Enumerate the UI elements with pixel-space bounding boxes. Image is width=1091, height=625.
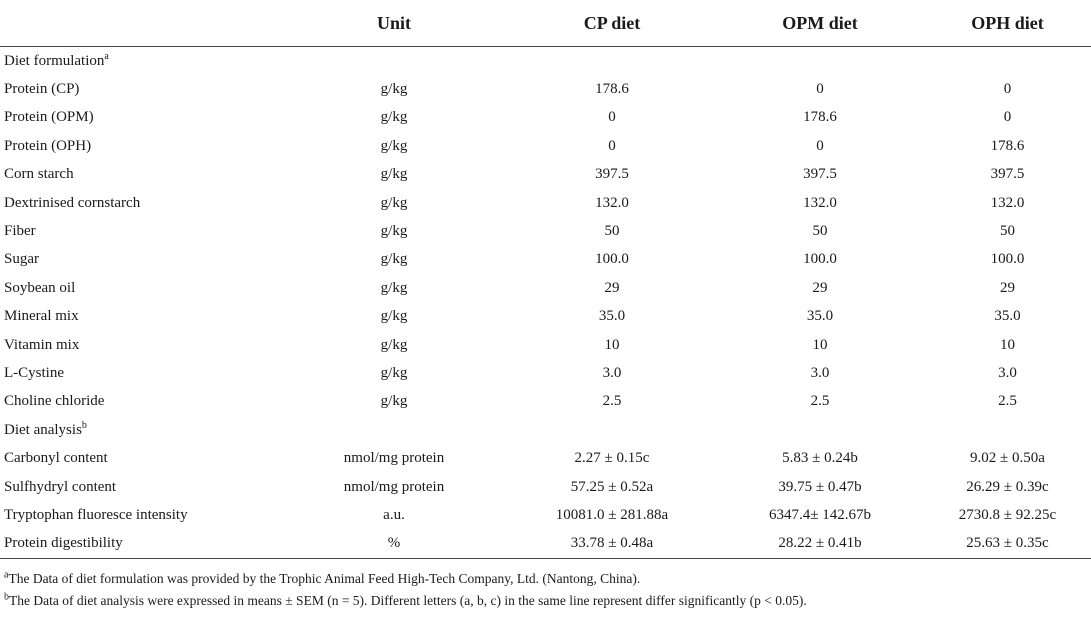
cell-cp-diet: 29 — [604, 279, 620, 296]
table-row — [0, 189, 1091, 217]
cell-oph-diet: 2.5 — [998, 393, 1017, 410]
header-opm-diet: OPM diet — [782, 12, 858, 33]
table-row — [0, 161, 1091, 189]
cell-oph-diet: 9.02 ± 0.50a — [970, 450, 1045, 467]
section-row — [0, 47, 1091, 76]
cell-opm-diet: 397.5 — [803, 166, 837, 183]
cell-unit: a.u. — [383, 506, 405, 523]
cell-cp-diet: 100.0 — [595, 251, 629, 268]
cell-oph-diet: 35.0 — [994, 308, 1021, 325]
cell-unit: g/kg — [380, 137, 408, 154]
cell-cp-diet: 10081.0 ± 281.88a — [555, 506, 669, 523]
table-row — [0, 75, 1091, 103]
table-row — [0, 501, 1091, 529]
cell-oph-diet: 3.0 — [998, 364, 1017, 381]
cell-oph-diet: 25.63 ± 0.35c — [966, 535, 1049, 552]
cell-opm-diet: 6347.4± 142.67b — [769, 506, 871, 523]
cell-opm-diet: 178.6 — [803, 109, 837, 126]
cell-unit: nmol/mg protein — [343, 450, 445, 467]
row-label: Tryptophan fluoresce intensity — [4, 506, 188, 523]
table-row — [0, 303, 1091, 331]
row-label: Vitamin mix — [4, 336, 80, 353]
row-label: L-Cystine — [4, 364, 64, 381]
section-title: Diet formulation$^a$ — [4, 50, 109, 69]
cell-cp-diet: 0 — [608, 137, 616, 154]
table-row — [0, 274, 1091, 302]
cell-cp-diet: 3.0 — [602, 364, 622, 381]
cell-oph-diet: 2730.8 ± 92.25c — [958, 506, 1057, 523]
table-body — [0, 47, 1091, 559]
cell-unit: g/kg — [380, 194, 408, 211]
cell-cp-diet: 2.5 — [602, 393, 622, 410]
cell-cp-diet: 397.5 — [595, 166, 629, 183]
cell-cp-diet: 0 — [608, 109, 616, 126]
cell-opm-diet: 3.0 — [810, 364, 830, 381]
cell-opm-diet: 132.0 — [803, 194, 837, 211]
cell-opm-diet: 10 — [812, 336, 828, 353]
cell-opm-diet: 100.0 — [803, 251, 837, 268]
table-row — [0, 331, 1091, 359]
row-label: Protein (CP) — [4, 81, 80, 98]
cell-oph-diet: 26.29 ± 0.39c — [966, 478, 1049, 495]
cell-opm-diet: 28.22 ± 0.41b — [778, 535, 862, 552]
cell-oph-diet: 132.0 — [990, 194, 1025, 211]
row-label: Protein digestibility — [4, 535, 123, 552]
row-label: Sulfhydryl content — [4, 478, 117, 495]
section-title: Diet analysis$^b$ — [4, 419, 87, 438]
table-row — [0, 104, 1091, 132]
cell-oph-diet: 397.5 — [990, 166, 1025, 183]
cell-opm-diet: 0 — [816, 81, 824, 98]
cell-opm-diet: 29 — [812, 279, 828, 296]
header-unit: Unit — [376, 12, 411, 33]
cell-unit: g/kg — [380, 166, 408, 183]
header-oph-diet: OPH diet — [971, 12, 1044, 33]
row-label: Carbonyl content — [4, 450, 108, 467]
table-row — [0, 444, 1091, 472]
cell-unit: g/kg — [380, 393, 408, 410]
header-blank — [0, 0, 220, 47]
row-label: Protein (OPM) — [4, 109, 94, 126]
cell-unit: g/kg — [380, 81, 408, 98]
cell-unit: g/kg — [380, 251, 408, 268]
cell-unit: g/kg — [380, 109, 408, 126]
cell-oph-diet: 0 — [1003, 81, 1012, 98]
row-label: Corn starch — [4, 166, 74, 183]
cell-cp-diet: 35.0 — [598, 308, 626, 325]
cell-cp-diet: 132.0 — [595, 194, 629, 211]
cell-opm-diet: 0 — [816, 137, 824, 154]
table-row — [0, 217, 1091, 245]
row-label: Choline chloride — [4, 393, 105, 410]
cell-oph-diet: 10 — [1000, 336, 1015, 353]
cell-oph-diet: 29 — [1000, 279, 1015, 296]
cell-oph-diet: 50 — [1000, 223, 1015, 240]
cell-oph-diet: 0 — [1003, 109, 1012, 126]
cell-opm-diet: 5.83 ± 0.24b — [782, 450, 858, 467]
row-label: Dextrinised cornstarch — [4, 194, 141, 211]
cell-unit: g/kg — [380, 308, 408, 325]
table-row — [0, 473, 1091, 501]
table-row — [0, 246, 1091, 274]
row-label: Fiber — [4, 223, 36, 240]
table-row — [0, 359, 1091, 387]
cell-oph-diet: 100.0 — [990, 251, 1025, 268]
cell-opm-diet: 50 — [812, 223, 828, 240]
cell-cp-diet: 57.25 ± 0.52a — [570, 478, 654, 495]
cell-unit: g/kg — [380, 223, 408, 240]
table-row — [0, 530, 1091, 559]
section-row — [0, 416, 1091, 444]
cell-cp-diet: 10 — [604, 336, 620, 353]
footnotes — [4, 568, 807, 612]
cell-cp-diet: 50 — [604, 223, 620, 240]
cell-unit: g/kg — [380, 336, 408, 353]
footnote-a: $^a$The Data of diet formulation was provided by the Trophic Animal Feed High-Tech Company, Ltd. (Nantong, China). — [4, 569, 641, 586]
cell-oph-diet: 178.6 — [990, 137, 1025, 154]
row-label: Soybean oil — [4, 279, 76, 296]
table-row — [0, 388, 1091, 416]
footnote-b: $^b$The Data of diet analysis were expressed in means ± SEM (n = 5). Different letters (a, b, c) in the same line represent differ significantly (p < 0.05). — [4, 591, 807, 608]
row-label: Protein (OPH) — [4, 137, 92, 154]
cell-unit: g/kg — [380, 364, 408, 381]
table-header — [0, 0, 1091, 47]
cell-unit: % — [387, 535, 401, 552]
cell-cp-diet: 2.27 ± 0.15c — [574, 450, 650, 467]
cell-cp-diet: 178.6 — [595, 81, 629, 98]
header-cp-diet: CP diet — [583, 12, 641, 33]
cell-opm-diet: 39.75 ± 0.47b — [778, 478, 862, 495]
cell-unit: g/kg — [380, 279, 408, 296]
cell-opm-diet: 35.0 — [806, 308, 834, 325]
row-label: Mineral mix — [4, 308, 79, 325]
table-row — [0, 132, 1091, 160]
row-label: Sugar — [4, 251, 39, 268]
cell-cp-diet: 33.78 ± 0.48a — [570, 535, 654, 552]
cell-opm-diet: 2.5 — [810, 393, 830, 410]
cell-unit: nmol/mg protein — [343, 478, 445, 495]
